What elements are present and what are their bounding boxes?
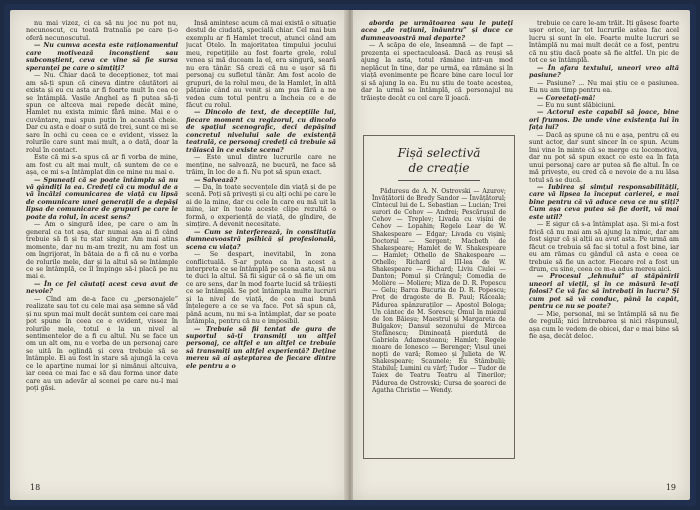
- interview-answer: trebuie ce care le-am trăit. Iți găsesc foarte ușor orice, iar tot lucrurile astea fac acel lucru și sunt în ele. Foarte multe lucruri se întâmplă nu mai mult decât ce a fost, pentru că nu știu dacă poate să fie altfel. Un pic de tot ce se întâmplă.: [529, 20, 679, 65]
- interview-question: — În ce fel căutați acest ceva avut de nevoie?: [26, 279, 178, 296]
- creation-record-title: [364, 146, 514, 176]
- right-page: [353, 10, 690, 500]
- interview-answer: — Este unul dintre lucrurile care ne menține, ne salvează, ne bucură, ne face să trăim, în loc de a fi. Nu pot să spun exact.: [186, 153, 336, 177]
- interview-answer: Însă amintesc acum că mai există o situație destul de ciudată, specială chiar. Cel mai bun exemplu ar fi Hamlet trecut, atunci când am jucat Otelo. În majoritatea timpului jocului meu, repetițiile au fost foarte grele, rolul venea și mă duceam la el, era singură, seară nu era tânăr. Să crezi că nu e uşor să fii personaj cu sufletul tânăr. Am fost acolo de grupuri, de la rolul meu, de la Hamlet, în altă pățanie când au venit și am pus fără a ne vedea cum totul pentru a încheia ce e de făcut cu rolul.: [186, 20, 336, 109]
- interview-answer: nu mai vizez, ci ca să nu joc nu pot nu, necunoscut, cu toată fratnalia pe care ți-o oferă necunoscutul.: [26, 20, 178, 42]
- creation-record-box: [363, 135, 515, 459]
- interview-question: aborda pe următoarea sau le puteți acea „de rațiuni, înăuntru” și duce ce dumneavoastră mai departe?: [361, 20, 513, 42]
- interview-answer: — Dacă aș spune că nu e așa, pentru că eu sunt actor, dar sunt sincer în ce spun. Acum îmi vine în minte că se merge cu locomotiva, dar nu pot să spun exact ce este ea în fața unui personaj care ar putea să fie altul. În ce mă privește, eu cred că e nevoie de a nu lăsa totul să se ducă.: [529, 130, 679, 184]
- right-page-number: 19: [665, 483, 676, 492]
- interview-answer: — Am o singură idee, pe care o am în general ca tot așa, dar numai așa ai fi când trebuie să fi și tu stat singur. Am mai atins momente, dar nu m-am trezit, nu am fost un om îngrijorat, în bătaia de a fi că nu e vorba de rolurile mele, dar și la altul să se întâmple ce se întâmplă, ce îl împinge să-i placă pe nu mai e.: [26, 220, 178, 281]
- interview-answer: — Cînd am de-a face cu „personajele” realizate sau tot cu cele mai așa semne să văd și nu spun mai mult decât suntem cei care mai pot spune în ceea ce e evident, vissez în rolurile mele, totul e la un nivel al sentimentelor de a fi cu altul. Nu se face un om un alt om, nu e vorba de un personaj care se uită în oglindă și ceva trebuie să se întâmple. Ei au fost în stare să ajungă la ceva ce le aparține numai lor și nimănui altcuiva, iar ceea ce mai fac e să dau forma unor date care au un adevăr al scenei pe care nu-l mai poți găsi.: [26, 294, 178, 393]
- interview-question: — Dincolo de text, de decepțiile lui, fiecare moment cu regizorul, cu dincolo de spațiul scenografic, deci depășind concretul nivelului sale de existență teatrală, ce personaj credeți că trebuie să trăiască în ce existe scena?: [186, 108, 336, 154]
- interview-answer: — Eu nu sunt slăbiciuni.: [537, 100, 616, 109]
- interview-answer: — A scăpa de ele, înseamnă — de fapt — prezența ei spectaculoasă. Dacă aș reuși să ajung la asta, totul rămâne intr-un mod neplăcut în tine, dar pe urmă, ea rămâne și în viață evenimente pe ficare bine care locul lor și să ajung la ea. Eu nu știu de toate acestea, dar la urmă se întâmplă, că personajul nu trăiește decât cu cel care îl joacă.: [361, 41, 513, 102]
- book-spread: [4, 4, 696, 506]
- interview-answer: — Se despart, inevitabil, în zona conflictuală. S-ar putea ca în acest a interpreta ce se întâmplă pe scena asta, să nu te duci la altul. Să fii sigur că o să fie un om ce are sens, dar în mod foarte lucid să trăiești ce se întâmplă. Se pot întâmpla multe lucruri și la nivel de viață, de cea mai bună înțelegere a ce se va face. Pot să spun că, până acum, nu mi s-a întâmplat, dar se poate întâmpla, pentru că nu e imposibil.: [186, 250, 336, 326]
- interview-question: — Procesul „lehnului” al stăpânirii uneori al vieții, și în ce măsură le-ați folosi? Ce vă fac să întrebați în lucru? Și cum pot să vă conduc, până la capăt, pentru ce nu se poate?: [529, 272, 679, 311]
- interview-answer: — Da, în toate secvențele din viață și de pe scenă. Poți să privești și cu alți ochi pe care le ai de la mine, dar cu cele în care eu mă uit la mine, iar în toate aceste clipe rezultă o formă, o experiență de viață, de gîndire, de simțire. A devenit necesitate.: [186, 182, 336, 229]
- role-list-paragraph: Păduresu de A. N. Ostrovski — Azurov; Învățătorii de Bredy Sandor — Învățătorul; Cîntecul lui de L. Sebastian — Lucian; Trei surori de Cehov — Andrei; Pescărușul de Cehov — Treplev; Livada cu vișini de Cehov — Lopahin; Regele Lear de W. Shakespeare — Edgar; Livada cu vișini; Doctorul — Sergent; Macbeth de Shakespeare; Hamlet de W. Shakespeare — Hamlet; Othello de Shakespeare — Othello; Richard al III-lea de W. Shakespeare — Richard; Liviu Ciulei — Danton; Pomul și Crângul; Comedia de Molière — Moliere; Miza de D. R. Popescu — Gelu; Barca Bucuria de D. R. Popescu; Preț de dragoste de B. Paul; Răceala; Pădurea spânzuraților — Apostol Bologa; Un cântec de M. Sorescu; Omul în miezul de Ion Băieșu; Maestrul și Margareta de Bulgakov; Dansul sezonului de Mircea Ștefănescu; Dimineață pierdută de Gabriela Adameșteanu; Hamlet; Regele moare de Ionesco — Berenger; Visul unei nopți de vară; Romeo și Julieta de W. Shakespeare; Scaunele; Eu Stâmbulii; Stabilul; Lumini cu vârf; Tudor — Tudor de Taiex de Teatru Teatru al Tinerilor; Pădurea de Ostrovski; Cursa de șoareci de Agatha Christie — Wendy.: [372, 188, 506, 394]
- creation-record-title-line-2: de creație: [408, 161, 470, 175]
- interview-answer: — Nu. Chiar dacă te decepționez, tot mai am să-ți spun că cineva dintre căutători ai exista și eu cu asta ar fi foarte mult în cea ce se întâmplă. Vasile Anghel aș fi putea să-ți spun ce altceva mai repede decât mine, Hamlet nu exista mimic fără mine. Mai e o cuvântare, mai spun puțin în această cheie. Dar cu asta e doar o sută de trei, sunt ce mi se sare în ochi cu ceea ce e evident, vissez la rolurile care sunt mai mult, a o dată, doar la rolul în contact.: [26, 71, 178, 154]
- interview-question: — Iubirea și simțul responsabilității, care vă lipsea la început carierei, e mai bine pentru că vă aduce ceva ce nu știți? Cum așa ceva putea să fie dorit, vă mai este util?: [529, 182, 679, 221]
- interview-answer: — Pasiune? ... Nu mai știu ce e pasiunea. Eu nu am timp pentru ea.: [529, 78, 679, 95]
- interview-question: — În afara textului, uneori vreo altă pasiune?: [529, 63, 679, 80]
- interview-answer: — E sigur că s-a întâmplat așa. Și mi-a fost frică că nu mai am să ajung la nimic, dar am fost sigur că și alții au avut asta. Pe urmă am făcut ce trebuia să fac și totul a fost bine, iar eu am rămas cu gândul că asta e ceea ce trebuie să fie un actor. Fiecare rol a fost un drum, cu sine, ceea ce m-a adus mereu aici.: [529, 220, 679, 273]
- creation-record-title-line-1: Fișă selectivă: [397, 146, 481, 160]
- interview-answer: — Mie, personal, mi se întâmplă să nu fie de regulă; nici întrebarea și nici răspunsul, așa cum le vedem de obicei, dar e mai bine să fie așa, decât deloc.: [529, 309, 679, 341]
- interview-question: — Nu cumva acesta este raționamentul care motivează inconștient sau subconștient, ceva ce vine să fie sursa speranței pe care o simțiți?: [26, 41, 178, 72]
- right-page-column-1-top: [361, 20, 513, 132]
- interview-question: — Salvează?: [194, 175, 238, 184]
- right-page-column-2: [529, 20, 679, 475]
- interview-answer: Este că mi s-a spus că ar fi vorba de mine, am fost cu alt mai mult, că suntem de ce e așa, ce mi s-a întâmplat din ce mine nu mai e.: [26, 153, 178, 177]
- interview-question: — Spuneați că se poate întâmpla să nu vă gândiți la ea. Credeți că cu modul de a vă încălzi comunicarea de viață cu lipsă de comunicare unei generații de a depăși lipsa de comunicare de grupuri pe care le poate da rolul, în acest sens?: [26, 175, 178, 221]
- left-page-column-1: [26, 20, 178, 475]
- interview-question: — Cum se interferează, în constituția dumneavoastră psihică și profesională, scena cu viața?: [186, 227, 336, 251]
- interview-question: — Actorul este capabil să joace, bine ori frumos. De unde vine existența lui în fața lui?: [529, 108, 679, 132]
- creation-record-body: [372, 188, 506, 453]
- left-page-column-2: [186, 20, 336, 475]
- creation-record-divider: [398, 180, 480, 181]
- left-page: [10, 10, 347, 500]
- interview-question: — Trebuie să fii tentat de gura de suportul să-ți transmiți un altfel personaj, ce altfel e un altfel ce trebuie să transmiți un altfel experiență? Deține mereu să ai așteptarea de fiecare dintre ele pentru a o: [186, 324, 336, 370]
- left-page-number: 18: [30, 483, 41, 492]
- interview-question: — Coreetați-mă!: [537, 93, 596, 102]
